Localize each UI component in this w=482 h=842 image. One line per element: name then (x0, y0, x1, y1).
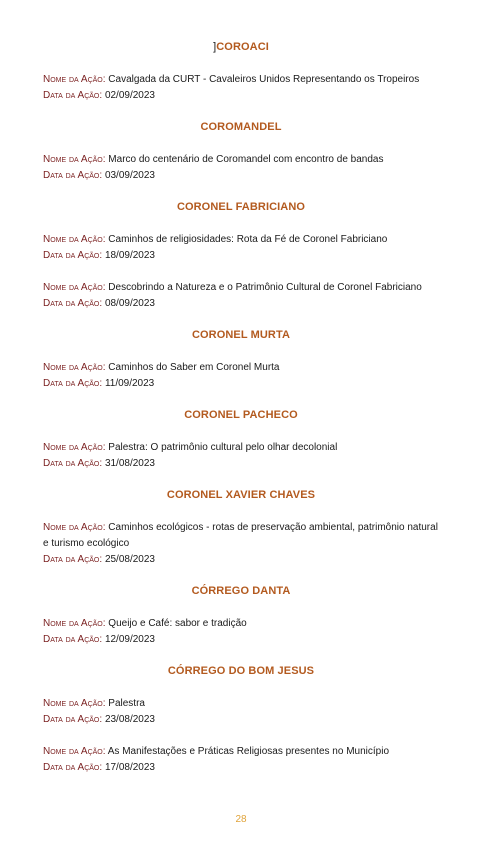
city-heading-coronel-xavier-chaves: CORONEL XAVIER CHAVES (166, 489, 316, 501)
city-heading-corrego-danta: CÓRREGO DANTA (191, 585, 291, 597)
city-heading-coroaci: ]COROACI (213, 41, 269, 53)
action-date-line: Data da Ação: 25/08/2023 (43, 554, 155, 565)
action-date-line: Data da Ação: 18/09/2023 (43, 250, 155, 261)
action-name-line: Nome da Ação: Caminhos do Saber em Coronel Murta (43, 362, 280, 373)
city-heading-coronel-pacheco: CORONEL PACHECO (184, 409, 298, 421)
action-date-line: Data da Ação: 23/08/2023 (43, 714, 155, 725)
action-name-line: Nome da Ação: Queijo e Café: sabor e tradição (43, 618, 247, 629)
action-date-line: Data da Ação: 03/09/2023 (43, 170, 155, 181)
action-name-line: Nome da Ação: Cavalgada da CURT - Cavaleiros Unidos Representando os Tropeiros (43, 74, 420, 85)
action-name-line: Nome da Ação: Palestra (43, 698, 145, 709)
city-heading-coronel-murta: CORONEL MURTA (191, 329, 291, 341)
action-date-line: Data da Ação: 12/09/2023 (43, 634, 155, 645)
city-heading-corrego-do-bom-jesus: CÓRREGO DO BOM JESUS (167, 665, 315, 677)
city-heading-coromandel: COROMANDEL (200, 121, 282, 133)
action-date-line: Data da Ação: 08/09/2023 (43, 298, 155, 309)
city-heading-coronel-fabriciano: CORONEL FABRICIANO (176, 201, 306, 213)
action-name-line: Nome da Ação: Descobrindo a Natureza e o Patrimônio Cultural de Coronel Fabriciano (43, 282, 422, 293)
action-date-line: Data da Ação: 11/09/2023 (43, 378, 155, 389)
page-number: 28 (235, 814, 247, 825)
action-date-line: Data da Ação: 02/09/2023 (43, 90, 155, 101)
action-name-line: Nome da Ação: Caminhos ecológicos - rotas de preservação ambiental, patrimônio natural e turismo ecológico (43, 522, 438, 549)
action-name-line: Nome da Ação: Caminhos de religiosidades: Rota da Fé de Coronel Fabriciano (43, 234, 388, 245)
action-name-line: Nome da Ação: As Manifestações e Práticas Religiosas presentes no Município (43, 746, 389, 757)
action-name-line: Nome da Ação: Marco do centenário de Coromandel com encontro de bandas (43, 154, 384, 165)
action-date-line: Data da Ação: 17/08/2023 (43, 762, 155, 773)
action-name-line: Nome da Ação: Palestra: O patrimônio cultural pelo olhar decolonial (43, 442, 338, 453)
action-date-line: Data da Ação: 31/08/2023 (43, 458, 155, 469)
